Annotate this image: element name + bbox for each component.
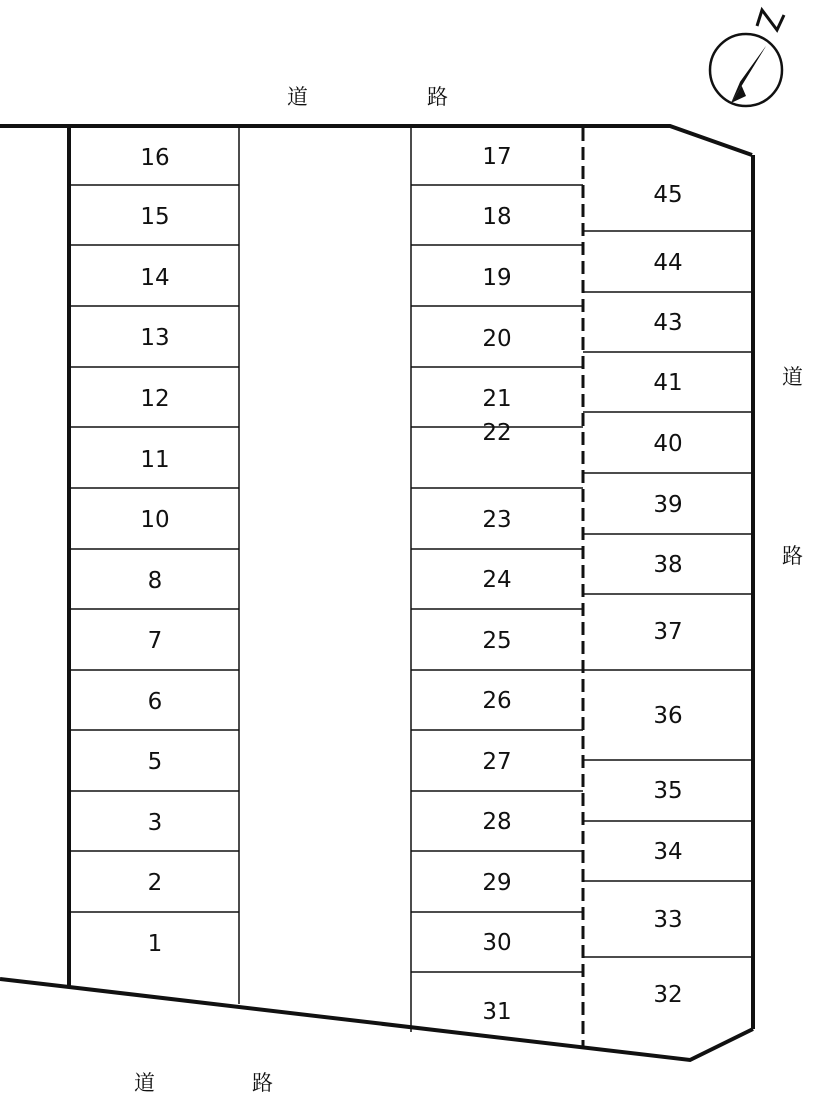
road-label-right-char-2: 路 [782,544,803,568]
road-label-bottom-char-2: 路 [252,1071,273,1095]
lot-number: 20 [482,326,512,352]
lot-number: 2 [147,870,163,896]
lot-number: 3 [147,810,163,836]
lot-number: 37 [653,619,683,645]
lots-middle-column [482,144,511,1025]
lot-number: 1 [147,931,163,957]
road-label-top-char-1: 道 [287,85,308,109]
lot-number: 44 [653,250,683,276]
lot-number: 21 [482,386,512,412]
lot-number: 11 [140,447,170,473]
lot-number: 5 [147,749,163,775]
lot-number: 16 [140,145,170,171]
site-boundary [0,126,753,1060]
north-arrow-icon [710,10,784,106]
lot-number: 23 [482,507,512,533]
lot-number: 31 [482,999,512,1025]
compass-circle [710,34,782,106]
lot-number: 8 [147,568,163,594]
lot-number: 25 [482,628,512,654]
road-label-right [782,365,803,568]
lot-number: 18 [482,204,512,230]
lot-number: 19 [482,265,512,291]
lot-number: 30 [482,930,512,956]
lot-number: 15 [140,204,170,230]
lot-number: 38 [653,552,683,578]
lot-number: 36 [653,703,683,729]
lot-number: 39 [653,492,683,518]
aisle-lines [239,126,411,1032]
lot-number: 14 [140,265,170,291]
lots-left-column [140,145,169,957]
lot-number: 24 [482,567,512,593]
bottom-boundary-line [0,979,753,1060]
road-label-bottom-char-1: 道 [134,1071,155,1095]
lot-number: 41 [653,370,683,396]
lot-number: 45 [653,182,683,208]
lot-number: 40 [653,431,683,457]
road-label-right-char-1: 道 [782,365,803,389]
top-boundary-line [0,126,752,155]
lot-number: 27 [482,749,512,775]
lot-number: 29 [482,870,512,896]
lot-number: 7 [147,628,163,654]
lot-number: 13 [140,325,170,351]
lot-number: 12 [140,386,170,412]
road-label-bottom [134,1071,273,1095]
lot-number: 10 [140,507,170,533]
lot-number: 33 [653,907,683,933]
lot-number: 35 [653,778,683,804]
road-label-top-char-2: 路 [427,85,448,109]
lot-number: 26 [482,688,512,714]
north-label-icon [757,10,784,30]
lot-number: 28 [482,809,512,835]
lot-number: 22 [482,420,512,446]
lot-number: 6 [147,689,163,715]
lot-number: 34 [653,839,683,865]
lot-number: 43 [653,310,683,336]
road-label-top [287,85,448,109]
lot-number: 32 [653,982,683,1008]
lots-right-column [653,182,682,1008]
lot-number: 17 [482,144,512,170]
